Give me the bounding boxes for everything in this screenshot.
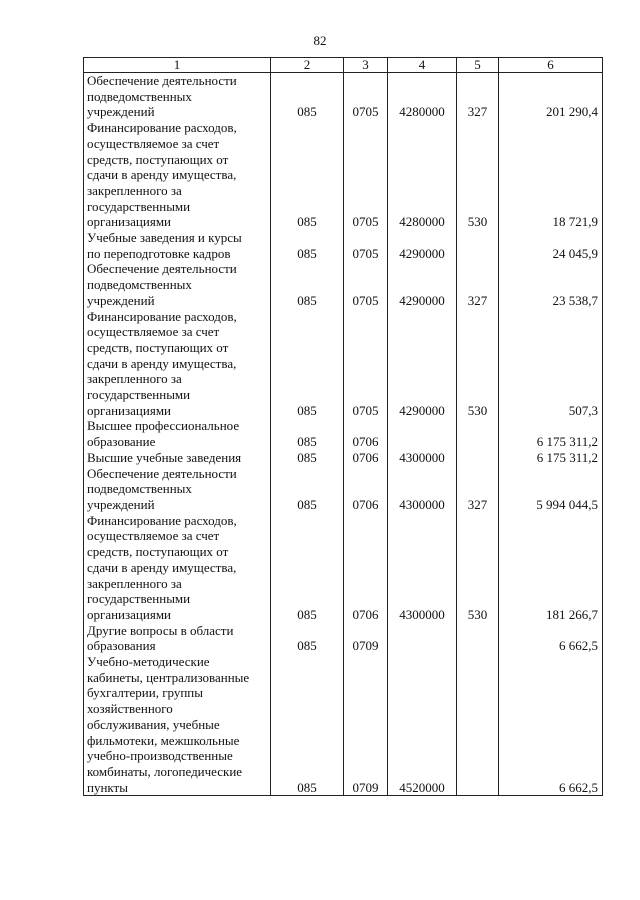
- cell-type: [457, 654, 499, 796]
- name-line: подведомственных: [87, 481, 192, 497]
- cell-amount: 507,3: [499, 309, 603, 419]
- name-line: Учебные заведения и курсы: [87, 230, 242, 246]
- name-line: закрепленного за: [87, 575, 182, 591]
- cell-section: 0705: [344, 309, 388, 419]
- name-line: обслуживания, учебные: [87, 716, 220, 732]
- cell-amount: 6 662,5: [499, 654, 603, 796]
- name-line: Обеспечение деятельности: [87, 261, 237, 277]
- name-line: организациями: [87, 214, 171, 230]
- name-line: Финансирование расходов,: [87, 308, 237, 324]
- table-row: [84, 73, 603, 121]
- cell-type: [457, 450, 499, 466]
- name-line: закрепленного за: [87, 371, 182, 387]
- cell-ministry: 085: [271, 450, 344, 466]
- cell-section: 0706: [344, 466, 388, 513]
- name-line: государственными: [87, 591, 191, 607]
- name-line: государственными: [87, 198, 191, 214]
- header-row: [84, 58, 603, 73]
- name-line: Высшие учебные заведения: [87, 449, 242, 465]
- cell-amount: 201 290,4: [499, 73, 603, 121]
- name-line: сдачи в аренду имущества,: [87, 167, 237, 183]
- cell-type: 327: [457, 73, 499, 121]
- name-line: подведомственных: [87, 277, 192, 293]
- name-line: Учебно-методические: [87, 654, 210, 670]
- name-line: Финансирование расходов,: [87, 512, 237, 528]
- cell-ministry: 085: [271, 418, 344, 449]
- cell-section: 0705: [344, 230, 388, 261]
- name-line: комбинаты, логопедические: [87, 763, 243, 779]
- cell-target: 4300000: [388, 513, 457, 623]
- cell-ministry: 085: [271, 261, 344, 308]
- cell-type: 530: [457, 309, 499, 419]
- cell-section: 0706: [344, 513, 388, 623]
- name-line: организациями: [87, 402, 171, 418]
- cell-amount: 5 994 044,5: [499, 466, 603, 513]
- budget-table: [83, 57, 603, 796]
- cell-name: [84, 450, 271, 466]
- name-line: средств, поступающих от: [87, 151, 229, 167]
- table-body: [84, 73, 603, 796]
- cell-section: 0705: [344, 261, 388, 308]
- name-line: Обеспечение деятельности: [87, 73, 237, 88]
- cell-section: 0709: [344, 623, 388, 654]
- table-row: [84, 654, 603, 796]
- table-row: [84, 261, 603, 308]
- table-row: [84, 623, 603, 654]
- cell-section: 0709: [344, 654, 388, 796]
- name-line: государственными: [87, 387, 191, 403]
- table-row: [84, 230, 603, 261]
- table-row: [84, 450, 603, 466]
- name-line: пункты: [87, 779, 128, 795]
- name-line: осуществляемое за счет: [87, 528, 220, 544]
- cell-target: 4280000: [388, 120, 457, 230]
- col-header-5: 5: [457, 58, 499, 73]
- cell-section: 0706: [344, 418, 388, 449]
- cell-section: 0705: [344, 120, 388, 230]
- name-line: Финансирование расходов,: [87, 120, 237, 136]
- name-line: средств, поступающих от: [87, 544, 229, 560]
- table-row: [84, 418, 603, 449]
- cell-type: 530: [457, 120, 499, 230]
- cell-section: 0706: [344, 450, 388, 466]
- cell-type: 327: [457, 261, 499, 308]
- cell-amount: 6 175 311,2: [499, 418, 603, 449]
- cell-name: [84, 230, 271, 261]
- cell-type: 530: [457, 513, 499, 623]
- col-header-6: 6: [499, 58, 603, 73]
- cell-target: [388, 418, 457, 449]
- cell-target: 4520000: [388, 654, 457, 796]
- name-line: Обеспечение деятельности: [87, 465, 237, 481]
- cell-name: [84, 120, 271, 230]
- cell-ministry: 085: [271, 513, 344, 623]
- cell-amount: 181 266,7: [499, 513, 603, 623]
- cell-target: 4280000: [388, 73, 457, 121]
- page-number: 82: [313, 33, 327, 48]
- cell-amount: 18 721,9: [499, 120, 603, 230]
- name-line: подведомственных: [87, 88, 192, 104]
- name-line: организациями: [87, 606, 171, 622]
- name-line: учреждений: [87, 292, 155, 308]
- cell-name: [84, 309, 271, 419]
- cell-target: [388, 623, 457, 654]
- name-line: Другие вопросы в области: [87, 622, 234, 638]
- name-line: образования: [87, 638, 156, 654]
- cell-name: [84, 623, 271, 654]
- cell-target: 4290000: [388, 309, 457, 419]
- name-line: средств, поступающих от: [87, 339, 229, 355]
- cell-target: 4300000: [388, 466, 457, 513]
- cell-name: [84, 261, 271, 308]
- cell-section: 0705: [344, 73, 388, 121]
- cell-ministry: 085: [271, 623, 344, 654]
- cell-target: 4300000: [388, 450, 457, 466]
- cell-type: 327: [457, 466, 499, 513]
- name-line: хозяйственного: [87, 701, 173, 717]
- cell-type: [457, 623, 499, 654]
- cell-amount: 6 175 311,2: [499, 450, 603, 466]
- name-line: закрепленного за: [87, 182, 182, 198]
- cell-name: [84, 418, 271, 449]
- col-header-4: 4: [388, 58, 457, 73]
- cell-amount: 6 662,5: [499, 623, 603, 654]
- name-line: осуществляемое за счет: [87, 135, 220, 151]
- name-line: кабинеты, централизованные: [87, 669, 250, 685]
- col-header-2: 2: [271, 58, 344, 73]
- cell-ministry: 085: [271, 466, 344, 513]
- col-header-3: 3: [344, 58, 388, 73]
- name-line: образование: [87, 434, 156, 450]
- cell-name: [84, 73, 271, 121]
- cell-target: 4290000: [388, 230, 457, 261]
- cell-type: [457, 230, 499, 261]
- name-line: по переподготовке кадров: [87, 245, 231, 261]
- cell-amount: 23 538,7: [499, 261, 603, 308]
- name-line: учреждений: [87, 496, 155, 512]
- name-line: фильмотеки, межшкольные: [87, 732, 240, 748]
- cell-ministry: 085: [271, 73, 344, 121]
- name-line: учебно-производственные: [87, 748, 233, 764]
- name-line: бухгалтерии, группы: [87, 685, 203, 701]
- cell-ministry: 085: [271, 230, 344, 261]
- cell-type: [457, 418, 499, 449]
- cell-ministry: 085: [271, 309, 344, 419]
- cell-name: [84, 654, 271, 796]
- cell-ministry: 085: [271, 654, 344, 796]
- cell-target: 4290000: [388, 261, 457, 308]
- name-line: Высшее профессиональное: [87, 418, 240, 434]
- name-line: осуществляемое за счет: [87, 324, 220, 340]
- col-header-1: 1: [84, 58, 271, 73]
- table-row: [84, 309, 603, 419]
- cell-ministry: 085: [271, 120, 344, 230]
- cell-name: [84, 513, 271, 623]
- cell-amount: 24 045,9: [499, 230, 603, 261]
- table-row: [84, 120, 603, 230]
- name-line: учреждений: [87, 104, 155, 120]
- name-line: сдачи в аренду имущества,: [87, 559, 237, 575]
- cell-name: [84, 466, 271, 513]
- table-row: [84, 466, 603, 513]
- table-row: [84, 513, 603, 623]
- name-line: сдачи в аренду имущества,: [87, 355, 237, 371]
